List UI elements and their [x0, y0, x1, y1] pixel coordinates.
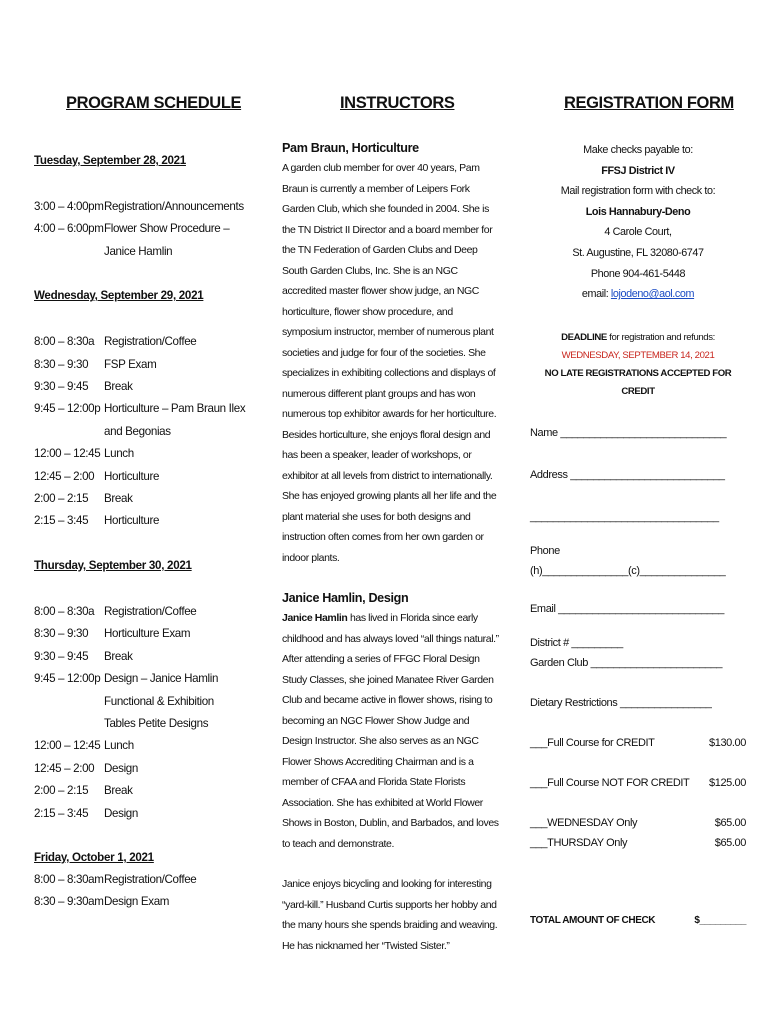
schedule-time: 8:30 – 9:30 — [34, 627, 89, 641]
instructor-bio-lead-name: Janice Hamlin — [282, 612, 348, 624]
schedule-activity: Registration/Coffee — [104, 335, 197, 349]
schedule-activity: Horticulture — [104, 514, 160, 528]
schedule-row — [34, 376, 254, 398]
option-price: $65.00 — [714, 836, 746, 849]
schedule-row — [34, 331, 254, 353]
checks-payable-label: Make checks payable to: — [583, 144, 693, 156]
contact-phone: Phone 904-461-5448 — [590, 267, 686, 280]
schedule-time: 8:00 – 8:30a — [34, 335, 95, 349]
total-value-field[interactable]: $_________ — [694, 914, 746, 926]
schedule-row — [34, 488, 254, 510]
instructor-bio-text: has lived in Florida since early childhood and has always loved “all things natural.” After attending a series of FFGC Floral Design Study Classes, she joined Manatee River Garden Club and became active in flower shows, rising to becoming an NGC Flower Show Judge and Design Instructor. She also serves as an NGC Flower Shows Accrediting Chairman and is a member of CFAA and Florida State Florists Association. She has exhibited at World Flower Shows in Boston, Dublin, and Barbados, and loves to teach and demonstrate. — [282, 612, 499, 850]
instructor-name-janice-hamlin: Janice Hamlin, Design — [282, 591, 409, 605]
option-price: $125.00 — [709, 776, 746, 789]
email-label: email: — [581, 288, 611, 301]
schedule-time: 4:00 – 6:00pm — [34, 222, 104, 236]
schedule-list-friday — [34, 869, 254, 914]
schedule-time: 2:00 – 2:15 — [34, 784, 89, 798]
total-label: TOTAL AMOUNT OF CHECK — [530, 914, 656, 926]
address-line-2-field[interactable]: _________________________________ — [530, 510, 719, 523]
schedule-time: 9:30 – 9:45 — [34, 649, 89, 663]
schedule-row — [34, 601, 254, 623]
mail-to-label: Mail registration form with check to: — [560, 185, 716, 198]
schedule-activity: Break — [104, 649, 133, 663]
schedule-activity: Design Exam — [104, 895, 170, 909]
schedule-activity: Design — [104, 761, 138, 775]
option-label: ___THURSDAY Only — [530, 836, 628, 849]
program-schedule-column — [34, 90, 254, 914]
registration-title: REGISTRATION FORM — [564, 94, 734, 112]
program-schedule-title: PROGRAM SCHEDULE — [66, 94, 242, 112]
phone-label: Phone — [530, 544, 560, 557]
schedule-time: 12:45 – 2:00 — [34, 761, 95, 775]
name-field[interactable]: Name _____________________________ — [530, 426, 727, 439]
instructors-title: INSTRUCTORS — [340, 94, 455, 112]
deadline-date: WEDNESDAY, SEPTEMBER 14, 2021 — [561, 349, 715, 361]
instructor-bio-janice-hamlin-2: Janice enjoys bicycling and looking for interesting “yard-kill.” Husband Curtis supports her hobby and the many hours she spends braiding and weaving. He has nicknamed her “Twisted Sister.” — [282, 878, 498, 952]
instructors-column — [282, 90, 500, 956]
option-wednesday-only[interactable] — [530, 813, 746, 833]
schedule-row — [34, 443, 254, 465]
address-field[interactable]: Address ___________________________ — [530, 468, 725, 481]
payment-info — [530, 140, 746, 305]
schedule-activity: Lunch — [104, 739, 134, 753]
schedule-time: 2:00 – 2:15 — [34, 492, 89, 506]
schedule-row — [34, 398, 254, 443]
schedule-activity: Registration/Coffee — [104, 872, 197, 886]
email-field[interactable]: Email _____________________________ — [530, 602, 724, 615]
garden-club-field[interactable]: Garden Club _______________________ — [530, 656, 723, 669]
schedule-activity: Registration/Coffee — [104, 604, 197, 618]
contact-name: Lois Hannabury-Deno — [585, 205, 691, 218]
option-price: $65.00 — [714, 816, 746, 829]
instructor-bio-pam-braun: A garden club member for over 40 years, Pam Braun is currently a member of Leipers Fork Garden Club, which she founded in 2004. She is the TN District II Director and a board member for the TN Federation of Garden Clubs and Deep South Garden Clubs, Inc. She is an NGC accredited master flower show judge, an NGC horticulture, flower show procedure, and symposium instructor, member of numerous plant societies and judge for four of the societies. She specializes in exhibiting collections and displays of numerous different plant groups and has won numerous top exhibitor awards for her horticulture. Besides horticulture, she enjoys floral design and has been a speaker, leader of workshops, or exhibitor at all levels from district to internationally. She has enjoyed growing plants all her life and the plant material she uses for both designs and instruction often comes from her own garden or indoor plants. — [282, 162, 497, 564]
schedule-row — [34, 646, 254, 668]
option-full-course-no-credit[interactable] — [530, 773, 746, 793]
option-label: ___Full Course for CREDIT — [530, 736, 655, 749]
schedule-time: 2:15 – 3:45 — [34, 514, 89, 528]
schedule-list-tuesday — [34, 196, 254, 263]
day-heading-wednesday: Wednesday, September 29, 2021 — [34, 289, 204, 303]
schedule-row — [34, 735, 254, 757]
schedule-row — [34, 668, 254, 735]
schedule-time: 12:45 – 2:00 — [34, 469, 95, 483]
schedule-row — [34, 803, 254, 825]
deadline-line — [530, 329, 746, 347]
schedule-activity: Design — [104, 806, 138, 820]
schedule-row — [34, 780, 254, 802]
schedule-row — [34, 196, 254, 218]
option-full-course-credit[interactable] — [530, 733, 746, 753]
option-thursday-only[interactable] — [530, 833, 746, 853]
district-field[interactable]: District # _________ — [530, 636, 623, 649]
dietary-restrictions-field[interactable]: Dietary Restrictions ________________ — [530, 696, 712, 709]
option-price: $130.00 — [709, 736, 746, 749]
schedule-activity: Horticulture — [104, 469, 160, 483]
contact-city: St. Augustine, FL 32080-6747 — [572, 246, 704, 259]
phone-field[interactable]: (h)_______________(c)_______________ — [530, 564, 726, 577]
total-amount-row — [530, 915, 746, 926]
schedule-row — [34, 869, 254, 891]
schedule-row — [34, 218, 254, 263]
schedule-activity: Horticulture Exam — [104, 627, 191, 641]
schedule-activity: Lunch — [104, 447, 134, 461]
day-heading-tuesday: Tuesday, September 28, 2021 — [34, 154, 186, 167]
schedule-time: 2:15 – 3:45 — [34, 806, 89, 820]
contact-email-line — [530, 284, 746, 305]
no-late-notice: NO LATE REGISTRATIONS ACCEPTED FOR CREDIT — [544, 367, 732, 397]
schedule-row — [34, 623, 254, 645]
schedule-time: 8:30 – 9:30am — [34, 895, 104, 909]
schedule-time: 8:30 – 9:30 — [34, 357, 89, 371]
schedule-row — [34, 510, 254, 532]
schedule-time: 12:00 – 12:45 — [34, 447, 101, 461]
schedule-row — [34, 891, 254, 913]
schedule-activity: Flower Show Procedure – Janice Hamlin — [104, 222, 230, 258]
schedule-activity: Registration/Announcements — [104, 200, 244, 213]
day-heading-friday: Friday, October 1, 2021 — [34, 850, 154, 864]
schedule-list-wednesday — [34, 331, 254, 533]
schedule-time: 9:45 – 12:00p — [34, 672, 101, 686]
schedule-activity: Break — [104, 492, 133, 506]
instructor-name-pam-braun: Pam Braun, Horticulture — [282, 141, 419, 155]
deadline-info — [530, 329, 746, 401]
deadline-text: for registration and refunds: — [606, 331, 715, 343]
option-label: ___WEDNESDAY Only — [530, 816, 638, 829]
day-heading-thursday: Thursday, September 30, 2021 — [34, 558, 192, 572]
instructor-bio-janice-hamlin — [282, 608, 500, 854]
schedule-list-thursday — [34, 601, 254, 825]
schedule-activity: Break — [104, 784, 133, 798]
schedule-time: 8:00 – 8:30a — [34, 604, 95, 618]
schedule-activity: FSP Exam — [104, 357, 157, 371]
schedule-activity: Horticulture – Pam Braun Ilex and Begonias — [104, 402, 246, 438]
schedule-time: 9:45 – 12:00p — [34, 402, 101, 416]
schedule-time: 9:30 – 9:45 — [34, 380, 89, 394]
schedule-time: 8:00 – 8:30am — [34, 872, 104, 886]
schedule-time: 12:00 – 12:45 — [34, 739, 101, 753]
registration-column — [530, 90, 746, 926]
option-label: ___Full Course NOT FOR CREDIT — [530, 776, 690, 789]
schedule-row — [34, 466, 254, 488]
schedule-time: 3:00 – 4:00pm — [34, 200, 104, 213]
schedule-activity: Design – Janice Hamlin Functional & Exhibition Tables Petite Designs — [104, 672, 219, 730]
schedule-row — [34, 758, 254, 780]
schedule-row — [34, 354, 254, 376]
schedule-activity: Break — [104, 380, 133, 394]
deadline-label: DEADLINE — [561, 331, 607, 343]
email-link[interactable]: lojodeno@aol.com — [610, 288, 695, 301]
payee-name: FFSJ District IV — [601, 164, 675, 177]
contact-street: 4 Carole Court, — [604, 226, 672, 239]
